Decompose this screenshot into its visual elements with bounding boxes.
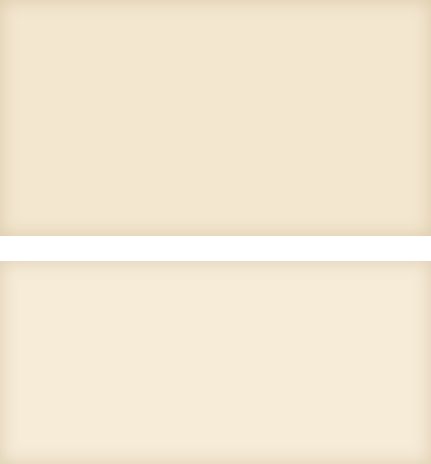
document-scan-bottom (0, 261, 431, 464)
